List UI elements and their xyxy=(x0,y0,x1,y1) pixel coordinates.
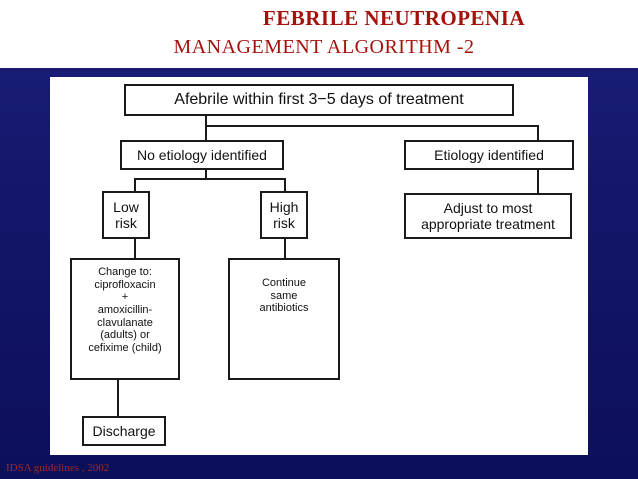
connector xyxy=(537,169,539,194)
connector xyxy=(117,379,119,417)
title-band xyxy=(0,0,638,71)
flowchart-panel xyxy=(50,77,588,455)
slide-subtitle: MANAGEMENT ALGORITHM -2 xyxy=(173,36,475,58)
connector xyxy=(284,178,286,192)
low-risk-box: Low risk xyxy=(102,191,150,239)
continue-antibiotics-box: Continue same antibiotics xyxy=(228,258,340,380)
etiology-box: Etiology identified xyxy=(404,140,574,170)
afebrile-box: Afebrile within first 3−5 days of treatment xyxy=(124,84,514,116)
slide-title: FEBRILE NEUTROPENIA xyxy=(262,6,526,30)
connector xyxy=(537,125,539,141)
citation-footer: IDSA guidelines , 2002 xyxy=(6,462,110,474)
connector xyxy=(134,178,286,180)
adjust-treatment-box: Adjust to most appropriate treatment xyxy=(404,193,572,239)
connector xyxy=(205,125,539,127)
connector xyxy=(205,125,207,141)
connector xyxy=(134,178,136,192)
no-etiology-box: No etiology identified xyxy=(120,140,284,170)
change-to-box: Change to: ciprofloxacin + amoxicillin- clavulanate (adults) or cefixime (child) xyxy=(70,258,180,380)
discharge-box: Discharge xyxy=(82,416,166,446)
connector xyxy=(284,237,286,259)
connector xyxy=(134,237,136,259)
high-risk-box: High risk xyxy=(260,191,308,239)
